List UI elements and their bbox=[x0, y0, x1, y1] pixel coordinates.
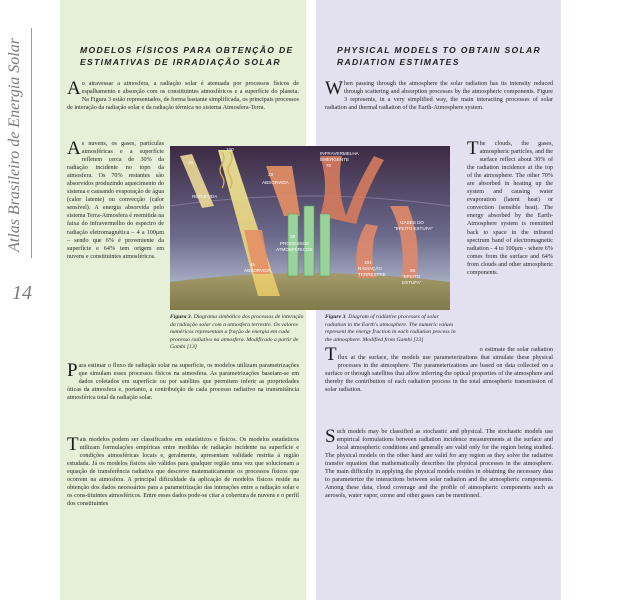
en-paragraph-3 bbox=[325, 346, 553, 394]
sidebar-title-text: Atlas Brasileiro de Energia Solar bbox=[6, 38, 23, 252]
pt-p1-text: o atravessar a atmosfera, a radiação solar é atenuada por processos físicos de espalhamento e absorção com os constituintes atmosféricos e a superfície do planeta. Na Figura 3 estão representados, de forma bastante simplificada, os principais processos de interação da radiação solar e da radiação térmica no sistema Atmosfera-Terra. bbox=[67, 81, 299, 112]
label-processes: PROCESSOS bbox=[280, 241, 310, 246]
sidebar-divider bbox=[31, 28, 32, 258]
label-45: 45 bbox=[250, 262, 256, 267]
label-70: 70 bbox=[326, 163, 332, 168]
label-terrestrial: TERRESTRE bbox=[358, 272, 386, 277]
label-atmospheric: ATMOSFÉRICOS bbox=[276, 247, 313, 252]
page-number: 14 bbox=[12, 282, 32, 304]
label-greenhouse: "EFEITO ESTUFA" bbox=[394, 226, 433, 231]
pt-paragraph-4 bbox=[67, 436, 299, 508]
label-absorbed-bottom: ABSORVIDA bbox=[244, 268, 271, 273]
label-100: 100 bbox=[226, 147, 234, 152]
radiation-diagram bbox=[170, 146, 450, 310]
pt-heading: MODELOS FÍSICOS PARA OBTENÇÃO DE ESTIMATIVAS DE IRRADIAÇÃO SOLAR bbox=[80, 45, 294, 67]
label-gases: GASES DO bbox=[400, 220, 424, 225]
pt-dropcap-1: A bbox=[67, 78, 81, 99]
en-paragraph-1 bbox=[325, 80, 553, 112]
left-sidebar bbox=[0, 0, 60, 600]
label-88: 88 bbox=[410, 268, 416, 273]
pt-dropcap-4: T bbox=[67, 434, 79, 455]
label-23: 23 bbox=[268, 172, 274, 177]
pt-caption-ref: [13] bbox=[186, 344, 198, 351]
label-emergent: EMERGENTE bbox=[320, 157, 350, 162]
pt-paragraph-1 bbox=[67, 80, 299, 112]
pt-dropcap-2: A bbox=[67, 138, 81, 159]
en-caption-label: Figure 3 bbox=[325, 314, 346, 320]
label-25: 25 bbox=[188, 160, 194, 165]
label-absorbed-top: ABSORVIDA bbox=[262, 180, 289, 185]
pt-p4-text: ais modelos podem ser classificados em estatísticos e físicos. Os modelos estatísticos utilizam formulações empíricas entre medidas de radiação incidente na superfície e condições atmosféricas locais e, geralmente, apresentam validade restrita à região estudada. Já os modelos físicos são válidos para qualquer região uma vez que solucionam a equação de transferência radiativa que descreve matematicamente os processos físicos que ocorrem na atmosfera. A principal dificuldade da aplicação de modelos físicos reside na obtenção dos dados necessários para a parametrização das interações entre a radiação solar e os cons-tituintes atmosféricos. Entre esses dados pode-se citar a cobertura de nuvens e o perfil dos constituintes bbox=[67, 437, 299, 508]
pt-caption-text: . Diagrama simbólico dos processos de interação da radiação solar com a atmosfera terrestre. Os valores numéricos representam a fração de energia em cada processo radiativo na atmosfera. Modificado a partir de Gambi bbox=[170, 314, 304, 351]
en-p1-text: hen passing through the atmosphere the solar radiation has its intensity reduced through scattering and absorption processes by the atmospheric components. Figure 3 represents, in a very simplified way, the main interacting processes of solar radiation and thermal radiation of the Earth-Atmosphere system. bbox=[325, 81, 553, 112]
label-radiation: RADIAÇÃO bbox=[358, 266, 382, 271]
pt-caption-label: Figura 3 bbox=[170, 314, 191, 320]
en-dropcap-3: T bbox=[325, 344, 337, 365]
en-p2-text: he clouds, the gases, atmospheric particles, and the surface reflect about 30% of the radiation incidence at the top of the atmosphere. The other 70% are absorbed in heating up the system and causing water evaporation (latent heat) or convection (sensible heat). The energy absorbed by the Earth-Atmosphere system is reemitted back to space in the infrared spectrum band of electromagnetic radiation - 4 to 100μm - where 6% comes from the surface and 64% from clouds and other atmospheric components. bbox=[467, 141, 553, 276]
label-104: 104 bbox=[364, 260, 372, 265]
en-paragraph-2 bbox=[467, 140, 553, 277]
en-caption-ref: [13] bbox=[413, 336, 424, 343]
en-p3-text: o estimate the solar radiation flux at the surface, the models use parameterizations that simulate these physical processes in the atmosphere. The parameterizations are based on data collected on a surface or through satellites that allow inferring the optical properties of the atmosphere and thereby the contribution of each radiation process in the total atmospheric transmission of solar radiation. bbox=[325, 347, 553, 394]
label-infrared: INFRAVERMELHA bbox=[320, 151, 359, 156]
en-dropcap-1: W bbox=[325, 78, 343, 99]
en-heading: PHYSICAL MODELS TO OBTAIN SOLAR RADIATION ESTIMATES bbox=[337, 45, 542, 67]
label-greenhouse-2b: ESTUFA" bbox=[402, 280, 422, 285]
label-29: 29 bbox=[290, 234, 296, 239]
pt-paragraph-2 bbox=[67, 140, 164, 261]
en-dropcap-4: S bbox=[325, 426, 336, 447]
en-p4-text: uch models may be classified as stochastic and physical. The stochastic models use empirical formulations between radiation incidence measurements at the surface and local atmospheric conditions and generally are valid only for the region being studied. The physical models on the other hand are valid for any region as they solve the radiative transfer equation that mathematically describes the physical processes in the atmosphere. The main difficulty in applying the physical models resides in obtaining the necessary data to parameterize the interactions between solar radiation and the atmospheric components. Among these data, cloud coverage and the profile of atmospheric components such as aerosols, water vapor, ozone and other gases can be mentioned. bbox=[325, 429, 553, 500]
pt-p2-text: s nuvens, os gases, partículas atmosféricas e a superfície refletem cerca de 30% da radiação incidente no topo da atmosfera. Os 70% restantes são absorvidos produzindo aquecimento do sistema e causando evaporação de água (calor latente) ou convecção (calor sensível). A energia absorvida pelo sistema Terra-Atmosfera é reemitida na faixa do infravermelho do espectro de radiação eletromagnética – 4 a 100μm – sendo que 6% é proveniente da superfície e 64% tem origem em nuvens e constituintes atmosféricos. bbox=[67, 141, 165, 260]
label-reflected: REFLETIDA bbox=[192, 194, 218, 199]
pt-dropcap-3: P bbox=[67, 360, 78, 381]
en-caption-text: . Diagram of radiative processes of solar radiation in the Earth's atmosphere. The numeric values represent the energy fraction in each radiation process in the atmosphere. Modified from Gambi bbox=[325, 314, 456, 343]
pt-paragraph-3 bbox=[67, 362, 299, 402]
en-dropcap-2: T bbox=[467, 138, 479, 159]
pt-p3-text: ara estimar o fluxo de radiação solar na superfície, os modelos utilizam parametrizações que simulam esses processos físicos na atmosfera. As parametrizações baseiam-se em dados coletados em superfície ou por satélites que permitem inferir as propriedades óticas da atmosfera e, portanto, a contribuição de cada processo radiativo na transmitância atmosférica total da radiação solar. bbox=[67, 363, 299, 402]
en-paragraph-4 bbox=[325, 428, 553, 500]
en-figure-caption bbox=[325, 314, 459, 344]
right-margin bbox=[561, 0, 621, 600]
label-greenhouse-2a: "EFEITO bbox=[402, 274, 421, 279]
sidebar-title bbox=[4, 20, 26, 270]
pt-figure-caption bbox=[170, 314, 306, 352]
